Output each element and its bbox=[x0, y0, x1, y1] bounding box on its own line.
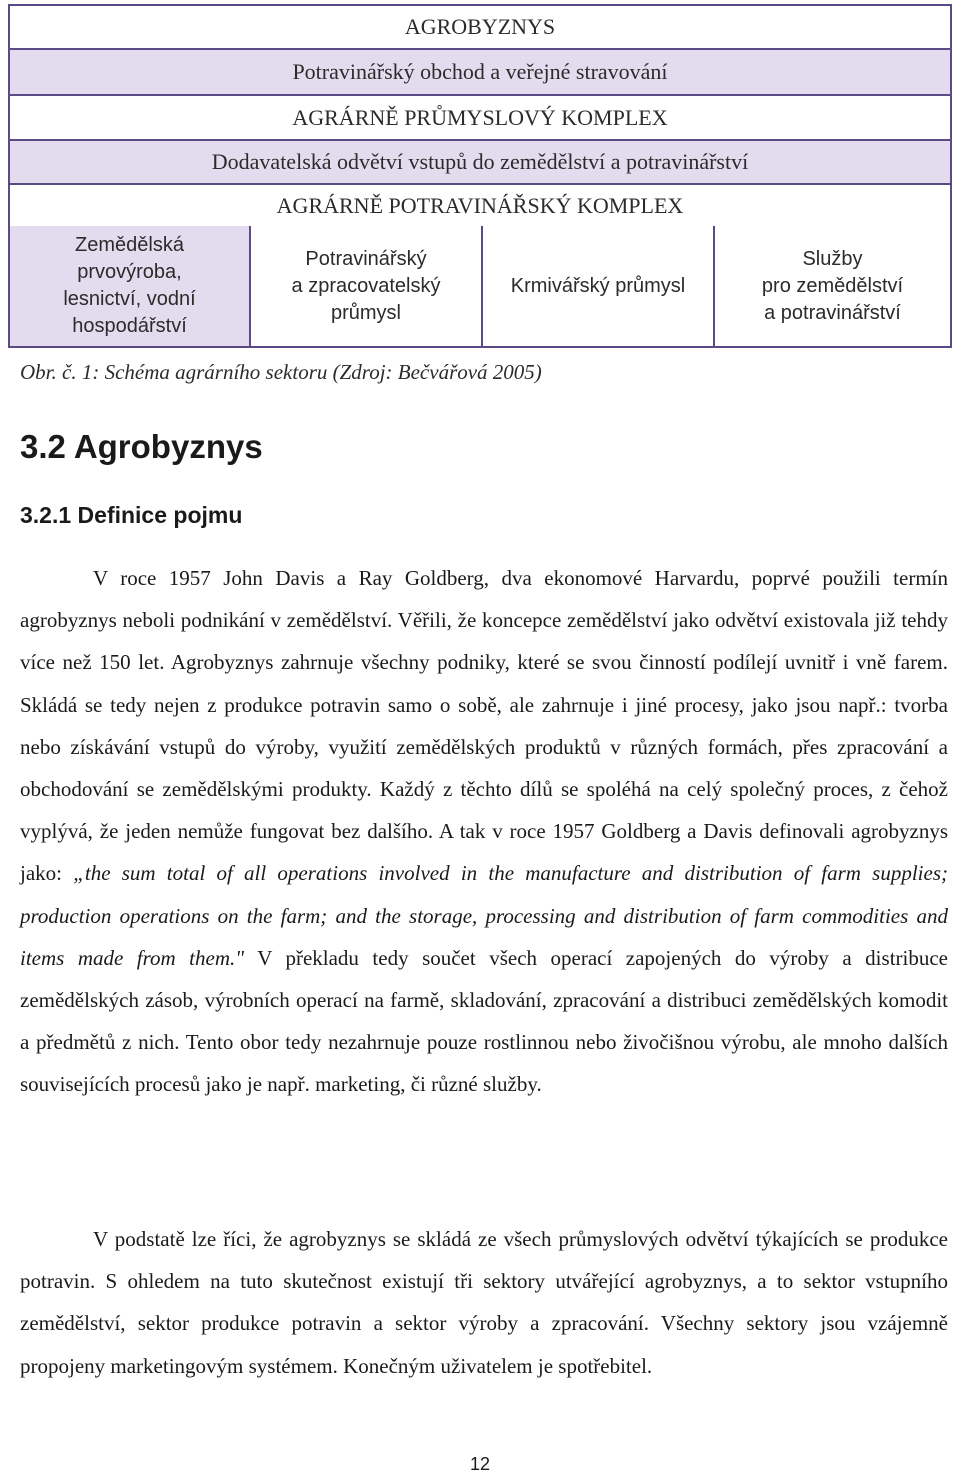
band-agro-food-complex: AGRÁRNĚ POTRAVINÁŘSKÝ KOMPLEX bbox=[8, 185, 952, 229]
cell-services: Služby pro zemědělství a potravinářství bbox=[715, 226, 950, 346]
cell-primary-production: Zemědělská prvovýroba, lesnictví, vodní hospodářství bbox=[10, 226, 251, 346]
page-number: 12 bbox=[469, 1454, 491, 1474]
paragraph-text: V roce 1957 John Davis a Ray Goldberg, dva ekonomové Harvardu, poprvé použili termín agrobyznys neboli podnikání v zemědělství. Věřili, že koncepce zemědělství jako odvětví existovala již tehdy více než 150 let. Agrobyznys zahrnuje všechny podniky, které se svou činností podílejí uvnitř i vně farem. Skládá se tedy nejen z produkce potravin samo o sobě, ale zahrnuje i jiné procesy, jako jsou např.: tvorba nebo získávání vstupů do výroby, využití zemědělských produktů v různých formách, přes zpracování a obchodování se zemědělskými produkty. Každý z těchto dílů se spoléhá na celý společný proces, z čehož vyplývá, že jeden nemůže fungovat bez dalšího. A tak v roce 1957 Goldberg a Davis definovali agrobyznys jako: bbox=[20, 566, 948, 886]
paragraph-sectors: V podstatě lze říci, že agrobyznys se skládá ze všech průmyslových odvětví týkajících se produkce potravin. S ohledem na tuto skutečnost existují tři sektory utvářející agrobyznys, a to sektor vstupního zemědělství, sektor produkce potravin a sektor výroby a zpracování. Všechny sektory jsou vzájemně propojeny marketingovým systémem. Konečným uživatelem je spotřebitel. bbox=[20, 1227, 948, 1378]
paragraph-definition bbox=[20, 557, 948, 1106]
figure-caption: Obr. č. 1: Schéma agrárního sektoru (Zdroj: Bečvářová 2005) bbox=[20, 360, 542, 384]
band-supplier-sectors: Dodavatelská odvětví vstupů do zemědělství a potravinářství bbox=[8, 141, 952, 185]
diagram-bottom-row bbox=[8, 226, 952, 348]
section-heading: 3.2 Agrobyznys bbox=[20, 428, 263, 465]
band-agro-industrial-complex: AGRÁRNĚ PRŮMYSLOVÝ KOMPLEX bbox=[8, 96, 952, 141]
english-quote: „the sum total of all operations involved in the manufacture and distribution of farm supplies; production operations on the farm; and the storage, processing and distribution of farm commodities and items made from them." bbox=[20, 861, 948, 970]
cell-food-processing: Potravinářský a zpracovatelský průmysl bbox=[251, 226, 483, 346]
band-food-trade: Potravinářský obchod a veřejné stravování bbox=[8, 50, 952, 96]
cell-feed-industry: Krmivářský průmysl bbox=[483, 226, 715, 346]
agrarian-sector-diagram bbox=[8, 4, 952, 337]
subsection-heading: 3.2.1 Definice pojmu bbox=[20, 502, 243, 528]
band-agrobyznys: AGROBYZNYS bbox=[8, 4, 952, 50]
paragraph-text-continued: V překladu tedy součet všech operací zapojených do výroby a distribuce zemědělských zásob, výrobních operací na farmě, skladování, zpracování a distribuci zemědělských komodit a předmětů z nich. Tento obor tedy nezahrnuje pouze rostlinnou nebo živočišnou výrobu, ale mnoho dalších souvisejících procesů jako je např. marketing, či různé služby. bbox=[20, 945, 948, 1097]
